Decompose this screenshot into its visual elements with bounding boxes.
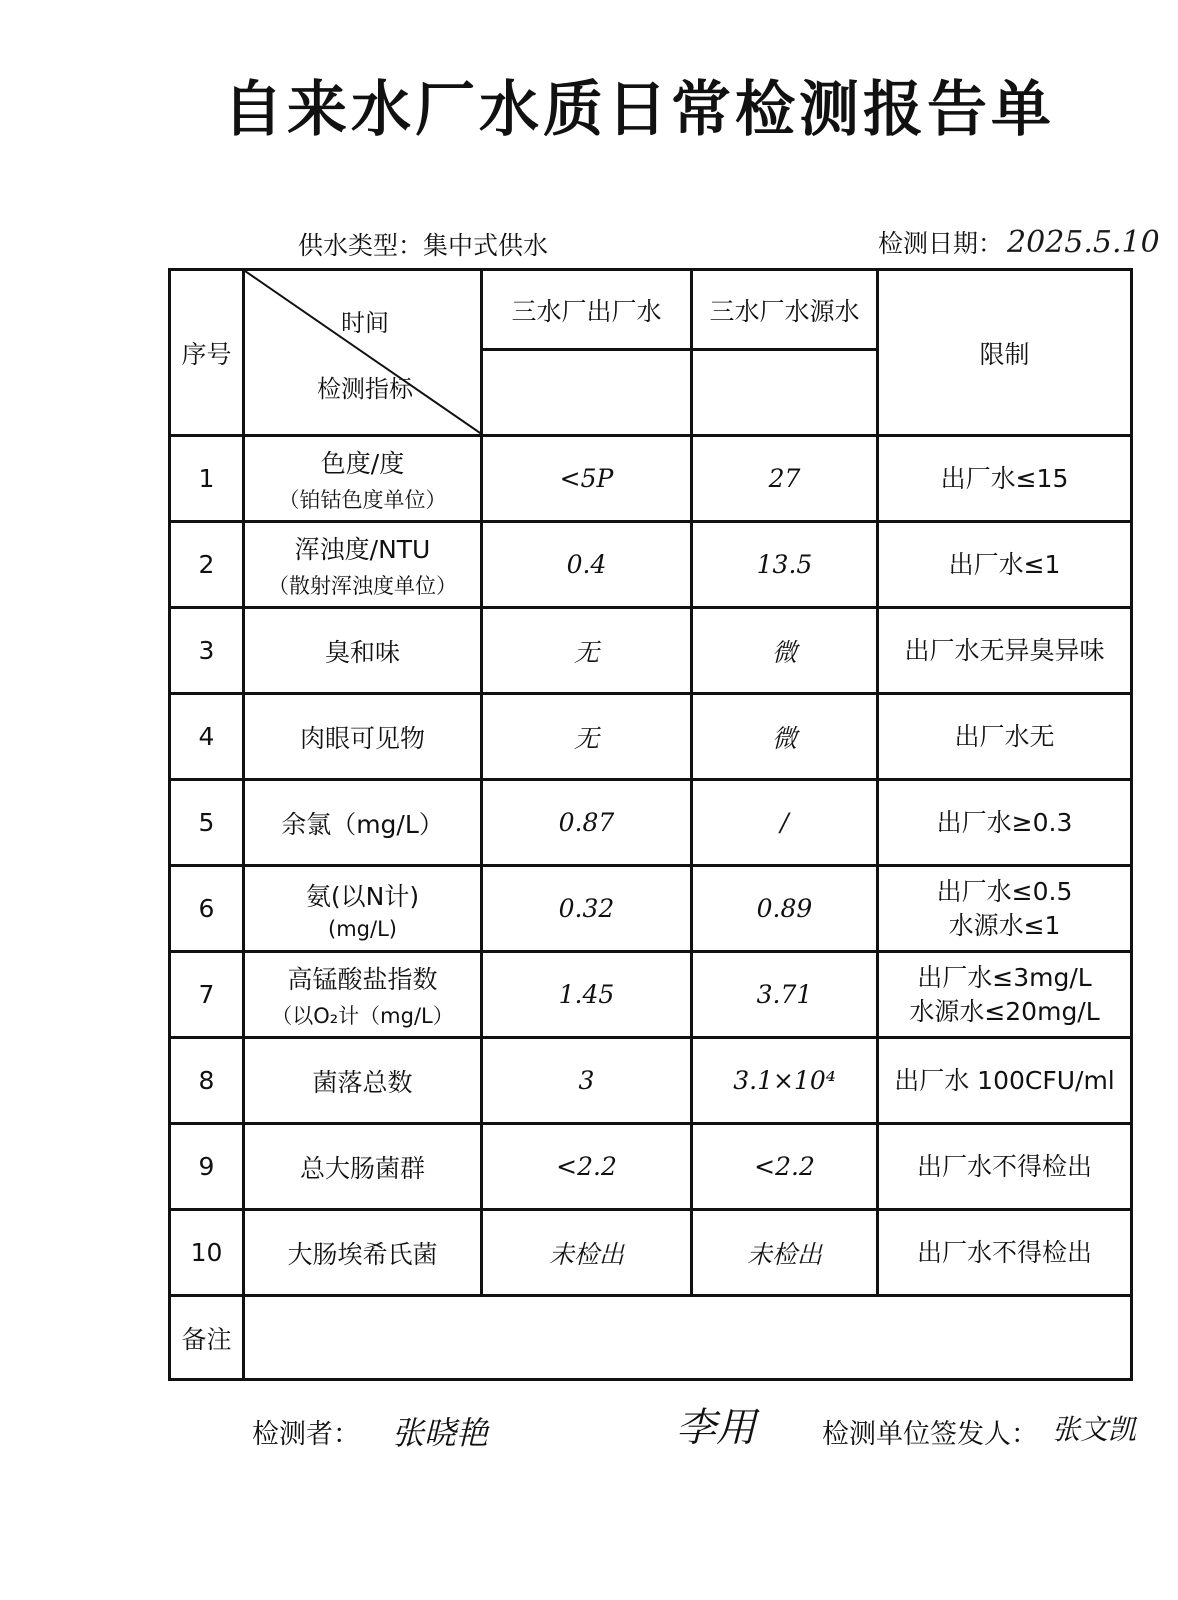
value-plant-outlet: 0.4 xyxy=(482,522,692,608)
row-number: 10 xyxy=(170,1210,244,1296)
table-row xyxy=(170,608,1132,694)
indicator-name: 肉眼可见物 xyxy=(299,723,425,753)
value-plant-outlet: <5P xyxy=(482,436,692,522)
row-number: 4 xyxy=(170,694,244,780)
limit-cell xyxy=(878,1038,1132,1124)
indicator-cell xyxy=(244,1124,482,1210)
indicator-name: 浑浊度/NTU xyxy=(294,534,431,564)
indicator-name: 余氯（mg/L） xyxy=(281,809,444,839)
remarks-value xyxy=(244,1296,1132,1380)
limit-line-1: 出厂水无异臭异味 xyxy=(904,635,1105,665)
row-number: 1 xyxy=(170,436,244,522)
value-source-water: 27 xyxy=(692,436,878,522)
indicator-cell xyxy=(244,780,482,866)
limit-cell xyxy=(878,608,1132,694)
indicator-cell xyxy=(244,694,482,780)
value-plant-outlet: 0.32 xyxy=(482,866,692,952)
value-source-water: 微 xyxy=(692,608,878,694)
header-indicator: 检测指标 xyxy=(317,375,413,403)
indicator-name: 高锰酸盐指数 xyxy=(287,964,438,994)
table-row xyxy=(170,866,1132,952)
limit-line-1: 出厂水≤3mg/L xyxy=(917,962,1092,992)
limit-line-1: 出厂水≤0.5 xyxy=(936,876,1073,906)
value-plant-outlet: 无 xyxy=(482,694,692,780)
indicator-name: 总大肠菌群 xyxy=(299,1153,425,1183)
supply-type: 供水类型：集中式供水 xyxy=(298,231,549,260)
indicator-cell xyxy=(244,436,482,522)
date-label: 检测日期： xyxy=(878,229,1004,258)
row-number: 5 xyxy=(170,780,244,866)
header-diagonal-cell xyxy=(244,270,482,436)
row-number: 6 xyxy=(170,866,244,952)
table-row xyxy=(170,436,1132,522)
inspector-signature-2: 李用 xyxy=(676,1405,756,1451)
value-plant-outlet: 0.87 xyxy=(482,780,692,866)
limit-cell xyxy=(878,866,1132,952)
date-value: 2025.5.10 xyxy=(1007,225,1160,260)
limit-cell xyxy=(878,1210,1132,1296)
remarks-label: 备注 xyxy=(170,1296,244,1380)
indicator-cell xyxy=(244,522,482,608)
limit-line-2: 水源水≤1 xyxy=(948,910,1061,940)
value-plant-outlet: 3 xyxy=(482,1038,692,1124)
value-plant-outlet: 无 xyxy=(482,608,692,694)
row-number: 9 xyxy=(170,1124,244,1210)
header-limit: 限制 xyxy=(878,270,1132,436)
indicator-cell xyxy=(244,1210,482,1296)
indicator-unit: （铂钴色度单位） xyxy=(278,487,447,512)
header-col2-blank xyxy=(692,350,878,436)
indicator-cell xyxy=(244,866,482,952)
inspection-date xyxy=(878,224,1160,260)
limit-cell xyxy=(878,1124,1132,1210)
indicator-unit: （散射浑浊度单位） xyxy=(268,573,457,598)
diagonal-line xyxy=(245,271,483,435)
table-row xyxy=(170,952,1132,1038)
limit-cell xyxy=(878,436,1132,522)
value-source-water: 未检出 xyxy=(692,1210,878,1296)
value-source-water: <2.2 xyxy=(692,1124,878,1210)
indicator-name: 大肠埃希氏菌 xyxy=(287,1239,438,1269)
limit-line-1: 出厂水 100CFU/ml xyxy=(894,1065,1115,1095)
header-col1-blank xyxy=(482,350,692,436)
value-plant-outlet: 未检出 xyxy=(482,1210,692,1296)
inspector-signature-1: 张晓艳 xyxy=(392,1414,489,1452)
row-number: 8 xyxy=(170,1038,244,1124)
table-row xyxy=(170,1210,1132,1296)
table-row xyxy=(170,1038,1132,1124)
row-number: 7 xyxy=(170,952,244,1038)
issuer-signature: 张文凯 xyxy=(1052,1413,1137,1446)
indicator-name: 氨(以N计) xyxy=(305,881,420,911)
row-number: 3 xyxy=(170,608,244,694)
table-row xyxy=(170,522,1132,608)
indicator-name: 色度/度 xyxy=(320,448,405,478)
indicator-cell xyxy=(244,608,482,694)
limit-cell xyxy=(878,522,1132,608)
header-col1: 三水厂出厂水 xyxy=(482,270,692,350)
issuer-label: 检测单位签发人： xyxy=(822,1419,1038,1450)
value-source-water: 3.71 xyxy=(692,952,878,1038)
limit-cell xyxy=(878,952,1132,1038)
value-source-water: 微 xyxy=(692,694,878,780)
limit-line-1: 出厂水不得检出 xyxy=(916,1151,1092,1181)
table-row xyxy=(170,694,1132,780)
limit-line-1: 出厂水≤15 xyxy=(940,463,1069,493)
limit-line-1: 出厂水不得检出 xyxy=(916,1237,1092,1267)
limit-line-2: 水源水≤20mg/L xyxy=(909,996,1100,1026)
report-title: 自来水厂水质日常检测报告单 xyxy=(223,75,1055,145)
limit-line-1: 出厂水≤1 xyxy=(948,549,1061,579)
indicator-unit: (mg/L) xyxy=(328,916,397,941)
value-source-water: 0.89 xyxy=(692,866,878,952)
header-time: 时间 xyxy=(341,309,389,337)
value-source-water: 13.5 xyxy=(692,522,878,608)
indicator-name: 菌落总数 xyxy=(312,1067,413,1097)
header-col2: 三水厂水源水 xyxy=(692,270,878,350)
row-number: 2 xyxy=(170,522,244,608)
indicator-name: 臭和味 xyxy=(324,637,400,667)
value-source-water: / xyxy=(692,780,878,866)
indicator-unit: （以O₂计（mg/L） xyxy=(271,1003,454,1028)
report-table xyxy=(168,268,1133,1381)
table-row xyxy=(170,1124,1132,1210)
indicator-cell xyxy=(244,952,482,1038)
value-plant-outlet: 1.45 xyxy=(482,952,692,1038)
inspector-label: 检测者： xyxy=(252,1419,360,1450)
indicator-cell xyxy=(244,1038,482,1124)
table-row xyxy=(170,780,1132,866)
limit-cell xyxy=(878,780,1132,866)
header-index: 序号 xyxy=(170,270,244,436)
value-source-water: 3.1×10⁴ xyxy=(692,1038,878,1124)
value-plant-outlet: <2.2 xyxy=(482,1124,692,1210)
limit-cell xyxy=(878,694,1132,780)
limit-line-1: 出厂水≥0.3 xyxy=(936,807,1073,837)
limit-line-1: 出厂水无 xyxy=(954,721,1055,751)
